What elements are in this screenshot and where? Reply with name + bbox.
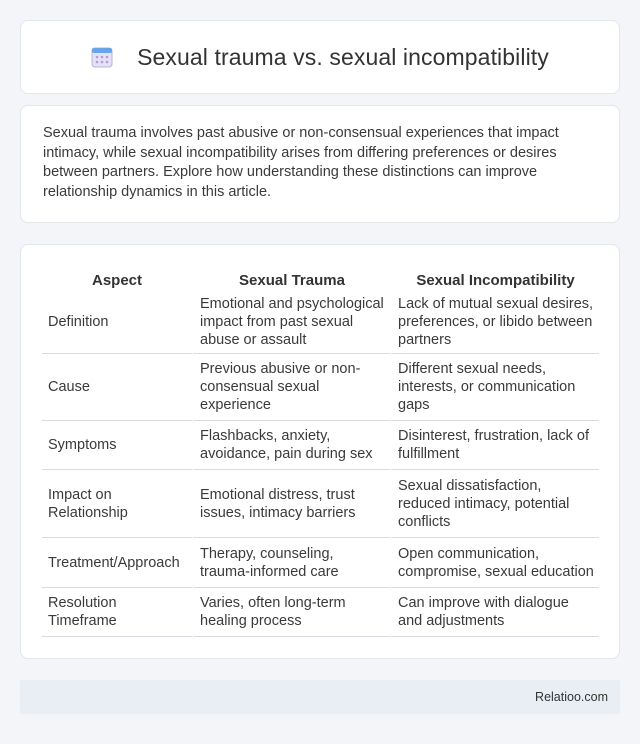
row-incompatibility-cell: Can improve with dialogue and adjustments bbox=[390, 588, 599, 637]
table-row bbox=[42, 588, 599, 637]
intro-card bbox=[20, 105, 620, 223]
row-incompatibility-cell: Disinterest, frustration, lack of fulfillment bbox=[390, 421, 599, 470]
row-incompatibility-cell: Open communication, compromise, sexual education bbox=[390, 538, 599, 588]
row-aspect: Definition bbox=[42, 291, 192, 354]
title-card bbox=[20, 20, 620, 94]
footer-brand[interactable]: Relatioo.com bbox=[535, 690, 608, 704]
table-row bbox=[42, 354, 599, 421]
column-header-sexual-trauma: Sexual Trauma bbox=[192, 263, 390, 291]
comparison-table bbox=[42, 263, 599, 637]
row-trauma-cell: Therapy, counseling, trauma-informed care bbox=[192, 538, 390, 588]
intro-paragraph: Sexual trauma involves past abusive or non-consensual experiences that impact intimacy, while sexual incompatibility arises from differing preferences or desires between partners. Explore how understanding these distinctions can improve relationship dynamics in this article. bbox=[43, 125, 559, 200]
column-header-aspect: Aspect bbox=[91, 271, 143, 289]
row-incompatibility-cell: Sexual dissatisfaction, reduced intimacy, potential conflicts bbox=[390, 470, 599, 538]
row-trauma-cell: Flashbacks, anxiety, avoidance, pain during sex bbox=[192, 421, 390, 470]
footer bbox=[20, 680, 620, 714]
row-incompatibility-cell: Lack of mutual sexual desires, preferences, or libido between partners bbox=[390, 291, 599, 354]
row-aspect: Cause bbox=[42, 354, 192, 421]
table-row bbox=[42, 470, 599, 538]
calendar-icon bbox=[91, 46, 113, 68]
table-row bbox=[42, 421, 599, 470]
row-trauma-cell: Varies, often long-term healing process bbox=[192, 588, 390, 637]
row-aspect: Resolution Timeframe bbox=[42, 588, 192, 637]
column-header-sexual-incompatibility: Sexual Incompatibility bbox=[390, 263, 599, 291]
row-trauma-cell: Previous abusive or non-consensual sexual experience bbox=[192, 354, 390, 421]
row-aspect: Impact on Relationship bbox=[42, 470, 192, 538]
row-trauma-cell: Emotional and psychological impact from past sexual abuse or assault bbox=[192, 291, 390, 354]
table-row bbox=[42, 291, 599, 354]
row-aspect: Treatment/Approach bbox=[42, 538, 192, 588]
table-header-row bbox=[42, 263, 599, 291]
row-aspect: Symptoms bbox=[42, 421, 192, 470]
row-trauma-cell: Emotional distress, trust issues, intimacy barriers bbox=[192, 470, 390, 538]
comparison-table-card bbox=[20, 244, 620, 659]
page-title: Sexual trauma vs. sexual incompatibility bbox=[137, 43, 549, 70]
table-row bbox=[42, 538, 599, 588]
row-incompatibility-cell: Different sexual needs, interests, or communication gaps bbox=[390, 354, 599, 421]
